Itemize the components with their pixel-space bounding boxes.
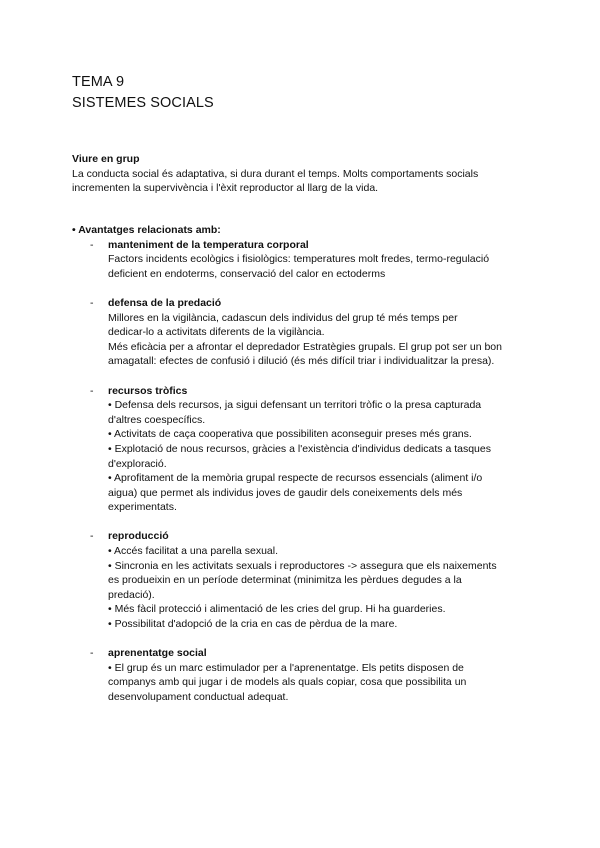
- section-title: recursos tròfics: [108, 384, 188, 397]
- section-line: dedicar-lo a activitats diferents de la vigilància.: [108, 326, 325, 339]
- title-line-topic: TEMA 9: [72, 74, 125, 90]
- section-line: • Possibilitat d'adopció de la cria en cas de pèrdua de la mare.: [108, 618, 398, 631]
- section-title: defensa de la predació: [108, 296, 222, 309]
- section-line: experimentats.: [108, 501, 177, 514]
- section-line: • Explotació de nous recursos, gràcies a l'existència d'individus dedicats a tasques: [108, 442, 491, 455]
- section-body: [108, 252, 542, 281]
- section-line: Més eficàcia per a afrontar el depredador Estratègies grupals. El grup pot ser un bon: [108, 340, 502, 353]
- section-line: • Accés facilitat a una parella sexual.: [108, 545, 279, 558]
- section-body: [108, 661, 542, 705]
- advantage-section-trophic: [72, 384, 542, 515]
- document-title: [72, 72, 214, 114]
- section-title: manteniment de la temperatura corporal: [108, 238, 309, 251]
- section-body: [108, 544, 542, 632]
- dash-bullet: -: [90, 647, 94, 660]
- intro-section: [72, 152, 542, 196]
- section-title: aprenentatge social: [108, 647, 207, 660]
- section-line: es produeixin en un període determinat (minimitza les pèrdues degudes a la: [108, 574, 462, 587]
- section-title: reproducció: [108, 530, 169, 543]
- section-line: • Activitats de caça cooperativa que possibiliten aconseguir preses més grans.: [108, 428, 472, 441]
- advantage-section-reproduction: [72, 529, 542, 631]
- section-line: • Més fàcil protecció i alimentació de les cries del grup. Hi ha guarderies.: [108, 603, 446, 616]
- title-line-subject: SISTEMES SOCIALS: [72, 95, 214, 111]
- section-line: deficient en endoterms, conservació del calor en ectoderms: [108, 267, 386, 280]
- intro-line: incrementen la supervivència i l'èxit reproductor al llarg de la vida.: [72, 182, 379, 195]
- dash-bullet: -: [90, 530, 94, 543]
- section-body: [108, 398, 542, 515]
- section-line: amagatall: efectes de confusió i dilució (és més difícil triar i individualitzar la presa).: [108, 355, 495, 368]
- section-line: • Aprofitament de la memòria grupal respecte de recursos essencials (aliment i/o: [108, 472, 483, 485]
- section-line: aigua) que permet als individus joves de gaudir dels coneixements dels més: [108, 486, 463, 499]
- advantages-list: [72, 223, 542, 705]
- section-line: Factors incidents ecològics i fisiològics: temperatures molt fredes, termo-regulació: [108, 253, 490, 266]
- advantages-heading: • Avantatges relacionats amb:: [72, 224, 221, 236]
- section-body: [108, 311, 542, 369]
- advantage-section-social-learning: [72, 646, 542, 704]
- section-line: d'exploració.: [108, 457, 167, 470]
- section-line: • Sincronia en les activitats sexuals i reproductores -> assegura que els naixements: [108, 559, 497, 572]
- section-line: • Defensa dels recursos, ja sigui defensant un territori tròfic o la presa capturada: [108, 399, 482, 412]
- section-line: Millores en la vigilància, cadascun dels individus del grup té més temps per: [108, 311, 458, 324]
- section-line: companys amb qui jugar i de models als quals copiar, cosa que possibilita un: [108, 676, 467, 689]
- dash-bullet: -: [90, 384, 94, 397]
- intro-heading: Viure en grup: [72, 153, 140, 165]
- section-line: • El grup és un marc estimulador per a l'aprenentatge. Els petits disposen de: [108, 661, 464, 674]
- section-line: desenvolupament conductual adequat.: [108, 691, 289, 703]
- section-line: predació).: [108, 588, 155, 601]
- dash-bullet: -: [90, 296, 94, 309]
- intro-line: La conducta social és adaptativa, si dura durant el temps. Molts comportaments socials: [72, 167, 479, 180]
- advantage-section-predation: [72, 296, 542, 369]
- dash-bullet: -: [90, 238, 94, 251]
- advantage-section-temperature: [72, 238, 542, 282]
- section-line: d'altres coespecífics.: [108, 413, 206, 426]
